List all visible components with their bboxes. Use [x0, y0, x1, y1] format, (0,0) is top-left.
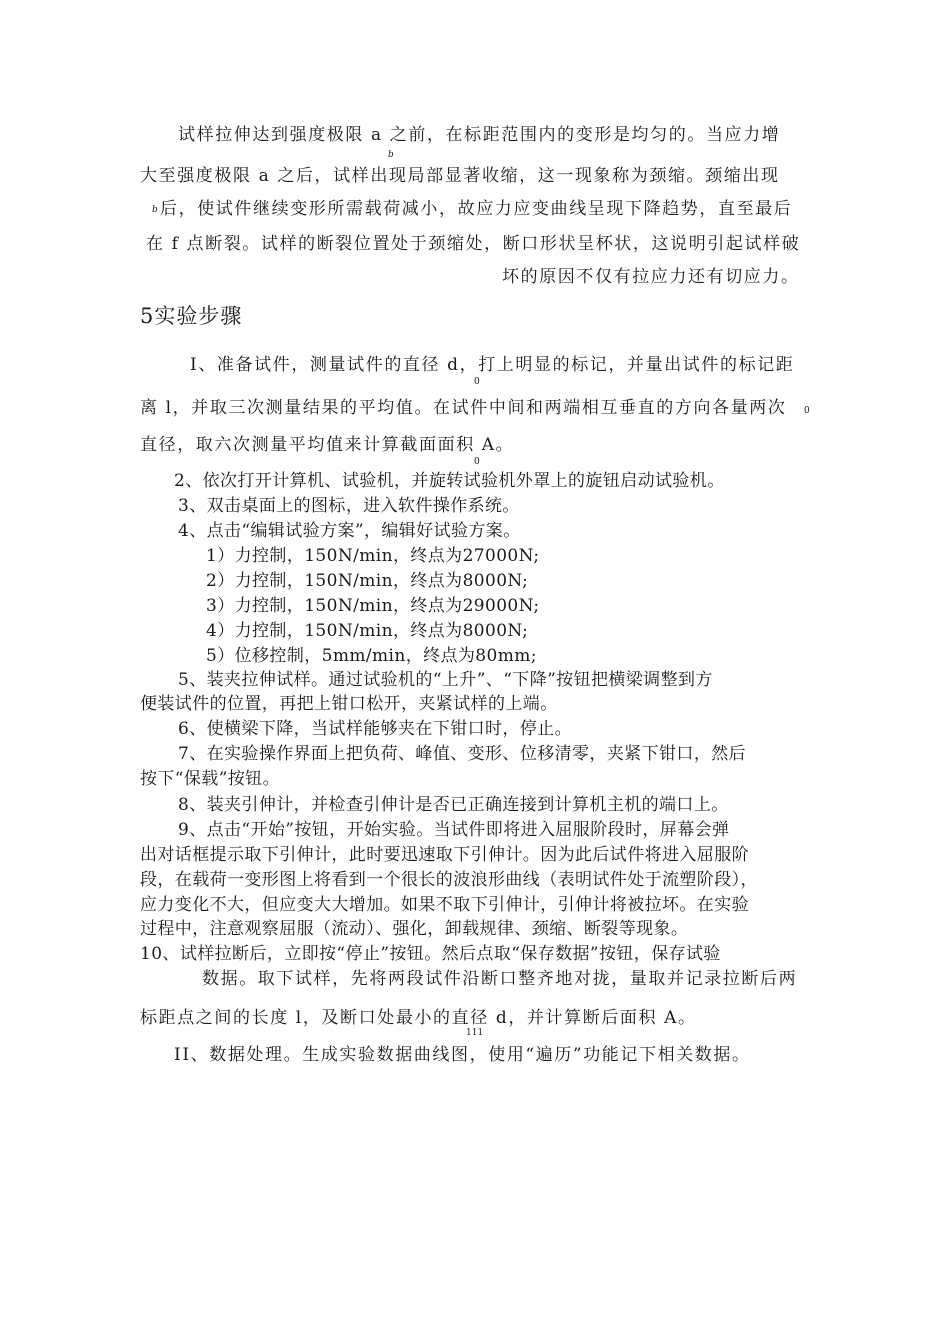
section-heading: 5实验步骤: [140, 304, 243, 328]
subscript-0: 0: [474, 457, 480, 467]
paragraph-line-2: 大至强度极限 a 之后，试样出现局部显著收缩，这一现象称为颈缩。颈缩出现: [140, 166, 780, 186]
step-2: 2、依次打开计算机、试验机，并旋转试验机外罩上的旋钮启动试验机。: [174, 471, 725, 491]
subscript-b: b: [388, 150, 394, 160]
step-10-line-1: 10、试样拉断后，立即按“停止”按钮。然后点取“保存数据”按钮，保存试验: [140, 944, 721, 964]
step-9-line-2: 出对话框提示取下引伸计，此时要迅速取下引伸计。因为此后试件将进入屈服阶: [140, 845, 749, 865]
subscript-0: 0: [804, 406, 810, 416]
plan-item: 1）力控制，150N/min，终点为27000N;: [206, 546, 540, 566]
step-7-line-2: 按下“保载”按钮。: [140, 769, 280, 789]
paragraph-line-1: 试样拉伸达到强度极限 a 之前，在标距范围内的变形是均匀的。当应力增: [178, 125, 781, 145]
step-5-line-2: 便装试件的位置，再把上钳口松开，夹紧试样的上端。: [140, 694, 558, 714]
step-9-line-5: 过程中，注意观察屈服（流动）、强化，卸载规律、颈缩、断裂等现象。: [140, 919, 689, 939]
step-1-line-3: 直径，取六次测量平均值来计算截面面积 A。: [140, 435, 515, 455]
plan-item: 5）位移控制，5mm/min，终点为80mm;: [206, 646, 537, 666]
step-7-line-1: 7、在实验操作界面上把负荷、峰值、变形、位移清零，夹紧下钳口，然后: [178, 744, 747, 764]
step-8: 8、装夹引伸计，并检查引伸计是否已正确连接到计算机主机的端口上。: [178, 795, 729, 815]
step-9-line-3: 段，在载荷一变形图上将看到一个很长的波浪形曲线（表明试件处于流塑阶段），: [140, 870, 758, 890]
step-5-line-1: 5、装夹拉伸试样。通过试验机的“上升”、“下降”按钮把横梁调整到方: [178, 670, 713, 690]
step-1-line-2: 离 l，并取三次测量结果的平均值。在试件中间和两端相互垂直的方向各量两次: [140, 398, 787, 418]
subscript-0: 0: [474, 377, 480, 387]
subscript-111: 111: [466, 1028, 484, 1038]
step-6: 6、使横梁下降，当试样能够夹在下钳口时，停止。: [178, 719, 573, 739]
step-ii: II、数据处理。生成实验数据曲线图，使用“遍历”功能记下相关数据。: [174, 1045, 751, 1065]
step-10-line-3: 标距点之间的长度 l，及断口处最小的直径 d，并计算断后面积 A。: [140, 1008, 697, 1028]
step-9-line-4: 应力变化不大，但应变大大增加。如果不取下引伸计，引伸计将被拉坏。在实验: [140, 895, 749, 915]
paragraph-line-4: 在 f 点断裂。试样的断裂位置处于颈缩处，断口形状呈杯状，这说明引起试样破: [146, 234, 801, 254]
plan-item: 4）力控制，150N/min，终点为8000N;: [206, 621, 529, 641]
step-1-line-1: I、准备试件，测量试件的直径 d，打上明显的标记，并量出试件的标记距: [190, 355, 795, 375]
paragraph-line-3: 后，使试件继续变形所需载荷减小，故应力应变曲线呈现下降趋势，直至最后: [160, 199, 793, 219]
plan-item: 2）力控制，150N/min，终点为8000N;: [206, 571, 529, 591]
subscript-b: b: [152, 205, 158, 215]
paragraph-line-5: 坏的原因不仅有拉应力还有切应力。: [502, 267, 800, 287]
step-10-line-2: 数据。取下试样，先将两段试件沿断口整齐地对拢，量取并记录拉断后两: [202, 969, 798, 989]
step-9-line-1: 9、点击“开始”按钮，开始实验。当试件即将进入屈服阶段时，屏幕会弹: [178, 820, 730, 840]
plan-item: 3）力控制，150N/min，终点为29000N;: [206, 596, 540, 616]
step-3: 3、双击桌面上的图标，进入软件操作系统。: [178, 496, 520, 516]
step-4: 4、点击“编辑试验方案”，编辑好试验方案。: [178, 521, 521, 541]
